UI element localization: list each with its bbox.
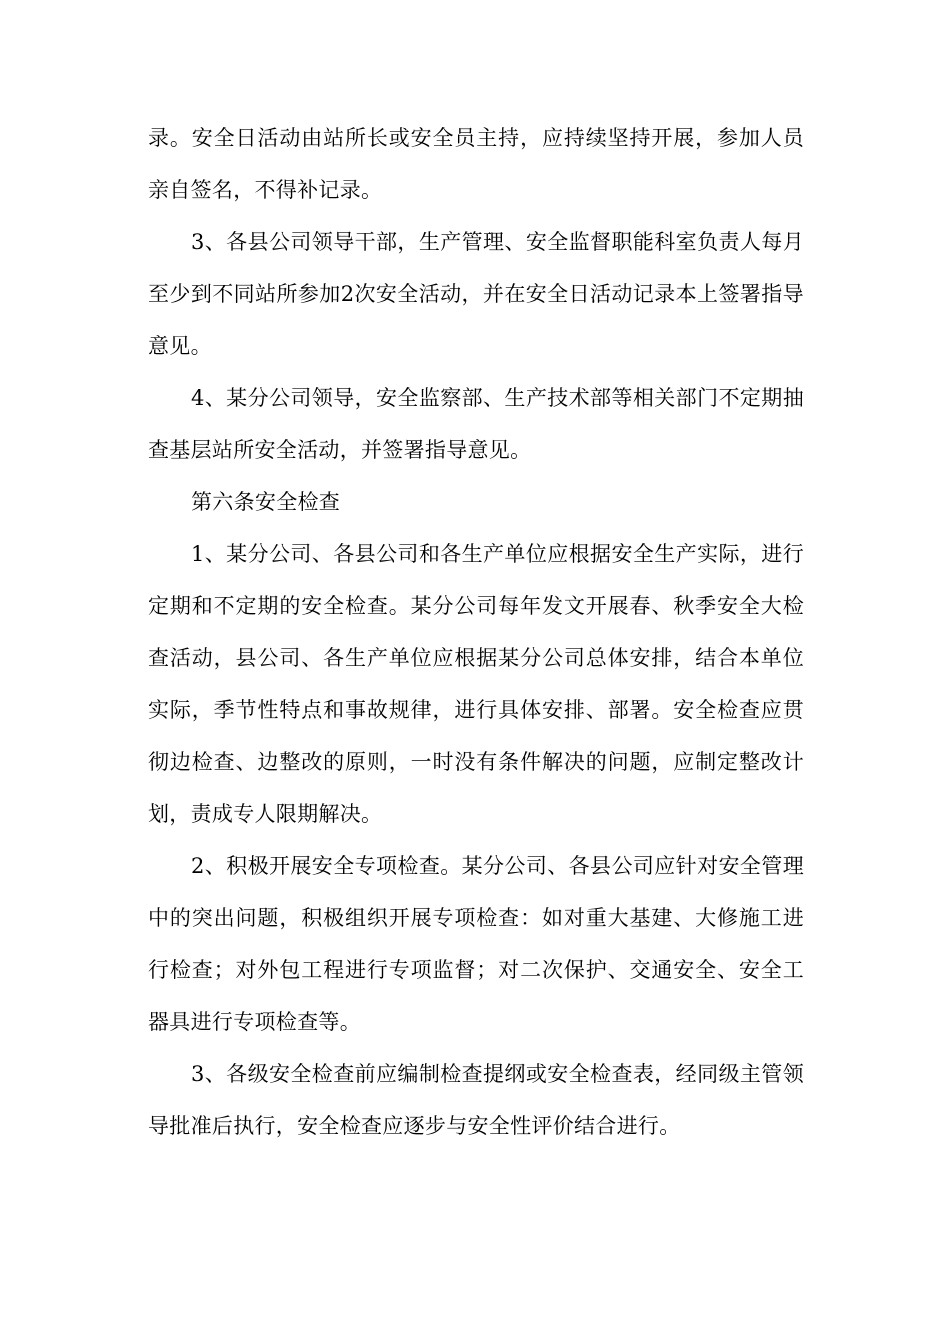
paragraph-item-1: 1、某分公司、各县公司和各生产单位应根据安全生产实际，进行定期和不定期的安全检查。某分公司每年发文开展春、秋季安全大检查活动，县公司、各生产单位应根据某分公司总体安排，结合本单位实际，季节性特点和事故规律，进行具体安排、部署。安全检查应贯彻边检查、边整改的原则，一时没有条件解决的问题，应制定整改计划，责成专人限期解决。 bbox=[148, 542, 804, 826]
paragraph-item-2: 2、积极开展安全专项检查。某分公司、各县公司应针对安全管理中的突出问题，积极组织开展专项检查：如对重大基建、大修施工进行检查；对外包工程进行专项监督；对二次保护、交通安全、安全工器具进行专项检查等。 bbox=[148, 854, 804, 1034]
paragraph-item-3-inspection: 3、各级安全检查前应编制检查提纲或安全检查表，经同级主管领导批准后执行，安全检查应逐步与安全性评价结合进行。 bbox=[148, 1062, 804, 1138]
paragraph-item-3: 3、各县公司领导干部，生产管理、安全监督职能科室负责人每月至少到不同站所参加2次安全活动，并在安全日活动记录本上签署指导意见。 bbox=[148, 230, 804, 358]
paragraph-item-4: 4、某分公司领导，安全监察部、生产技术部等相关部门不定期抽查基层站所安全活动，并签署指导意见。 bbox=[148, 386, 804, 462]
section-heading: 第六条安全检查 bbox=[191, 490, 341, 514]
paragraph-continuation: 录。安全日活动由站所长或安全员主持，应持续坚持开展，参加人员亲自签名，不得补记录。 bbox=[148, 126, 804, 202]
document-body bbox=[148, 112, 804, 1152]
